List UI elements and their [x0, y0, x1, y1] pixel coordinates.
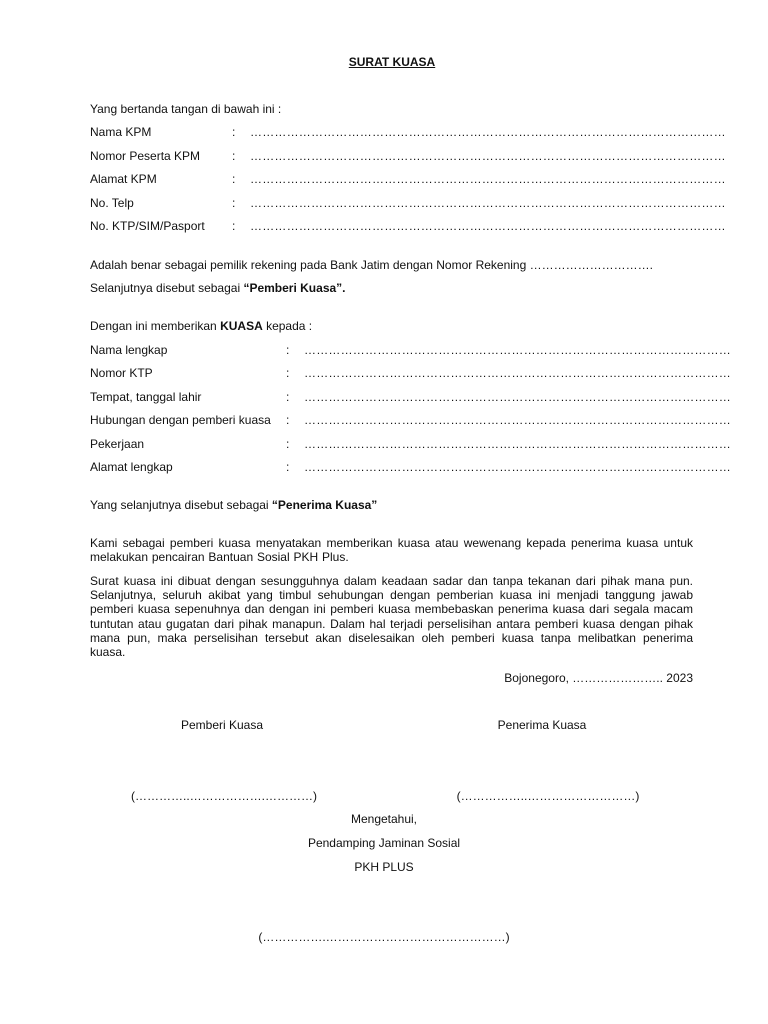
field-blank: ………………………………………………………………………………………………………: [250, 219, 726, 233]
field-colon: :: [232, 172, 236, 186]
grantee-alias-prefix: Yang selanjutnya disebut sebagai: [90, 498, 272, 512]
witness-program: PKH PLUS: [354, 860, 414, 874]
field-colon: :: [286, 343, 290, 357]
signature-line-witness: (…………….………………………………………): [258, 930, 510, 944]
field-label: Nama lengkap: [90, 343, 168, 357]
witness-label: Mengetahui,: [350, 812, 418, 826]
account-statement: Adalah benar sebagai pemilik rekening pada Bank Jatim dengan Nomor Rekening ………………………….: [90, 258, 653, 272]
field-label: Nomor Peserta KPM: [90, 149, 201, 163]
place-date: Bojonegoro, ………………….. 2023: [504, 671, 693, 685]
field-blank: ……………………………………………………………………………………………: [304, 390, 731, 404]
field-label: Pekerjaan: [90, 437, 145, 451]
grantor-alias-prefix: Selanjutnya disebut sebagai: [90, 281, 244, 295]
witness-role: Pendamping Jaminan Sosial: [307, 836, 461, 850]
field-colon: :: [232, 149, 236, 163]
signature-line-right: (……………..………………………): [456, 789, 640, 803]
paragraph-liability: Surat kuasa ini dibuat dengan sesungguhnya dalam keadaan sadar dan tanpa tekanan dari pihak mana pun. Selanjutnya, seluruh akibat yang timbul sehubungan dengan pemberian kuasa ini menjadi tanggung jawab pemberi kuasa sepenuhnya dan dengan ini pemberi kuasa membebaskan penerima kuasa dari segala macam tuntutan atau gugatan dari pihak manapun. Dalam hal terjadi perselisihan antara pemberi kuasa dengan pihak mana pun, maka perselisihan tersebut akan diselesaikan oleh pemberi kuasa tanpa melibatkan penerima kuasa.: [90, 574, 693, 660]
field-label: Alamat lengkap: [90, 460, 173, 474]
field-colon: :: [232, 125, 236, 139]
signatory-left-label: Pemberi Kuasa: [180, 718, 264, 732]
field-colon: :: [286, 390, 290, 404]
field-blank: ……………………………………………………………………………………………: [304, 437, 731, 451]
grant-bold: KUASA: [220, 319, 263, 333]
field-blank: ………………………………………………………………………………………………………: [250, 149, 726, 163]
signature-line-left: (…………..……………….…………): [131, 789, 317, 803]
grantor-alias-bold: “Pemberi Kuasa”.: [243, 281, 346, 295]
field-colon: :: [286, 460, 290, 474]
field-colon: :: [286, 437, 290, 451]
field-blank: ……………………………………………………………………………………………: [304, 413, 731, 427]
grant-suffix: kepada :: [262, 319, 313, 333]
field-blank: ……………………………………………………………………………………………: [304, 460, 731, 474]
field-label: Nama KPM: [90, 125, 152, 139]
field-label: No. KTP/SIM/Pasport: [90, 219, 205, 233]
field-label: Nomor KTP: [90, 366, 153, 380]
field-label: Alamat KPM: [90, 172, 157, 186]
grantor-alias: [90, 281, 346, 295]
field-colon: :: [286, 366, 290, 380]
grant-statement: [90, 319, 312, 333]
field-colon: :: [232, 196, 236, 210]
field-label: No. Telp: [90, 196, 134, 210]
document-title: SURAT KUASA: [348, 55, 436, 69]
field-colon: :: [232, 219, 236, 233]
grantee-alias: [90, 498, 377, 512]
grant-prefix: Dengan ini memberikan: [90, 319, 221, 333]
field-blank: ………………………………………………………………………………………………………: [250, 172, 726, 186]
field-colon: :: [286, 413, 290, 427]
paragraph-authorization: Kami sebagai pemberi kuasa menyatakan memberikan kuasa atau wewenang kepada penerima kuasa untuk melakukan pencairan Bantuan Sosial PKH Plus.: [90, 536, 693, 565]
field-label: Tempat, tanggal lahir: [90, 390, 202, 404]
field-label: Hubungan dengan pemberi kuasa: [90, 413, 271, 427]
field-blank: ……………………………………………………………………………………………: [304, 343, 731, 357]
intro-text: Yang bertanda tangan di bawah ini :: [90, 102, 282, 116]
field-blank: ………………………………………………………………………………………………………: [250, 196, 726, 210]
field-blank: ………………………………………………………………………………………………………: [250, 125, 726, 139]
grantee-alias-bold: “Penerima Kuasa”: [271, 498, 378, 512]
field-blank: ……………………………………………………………………………………………: [304, 366, 731, 380]
signatory-right-label: Penerima Kuasa: [497, 718, 587, 732]
